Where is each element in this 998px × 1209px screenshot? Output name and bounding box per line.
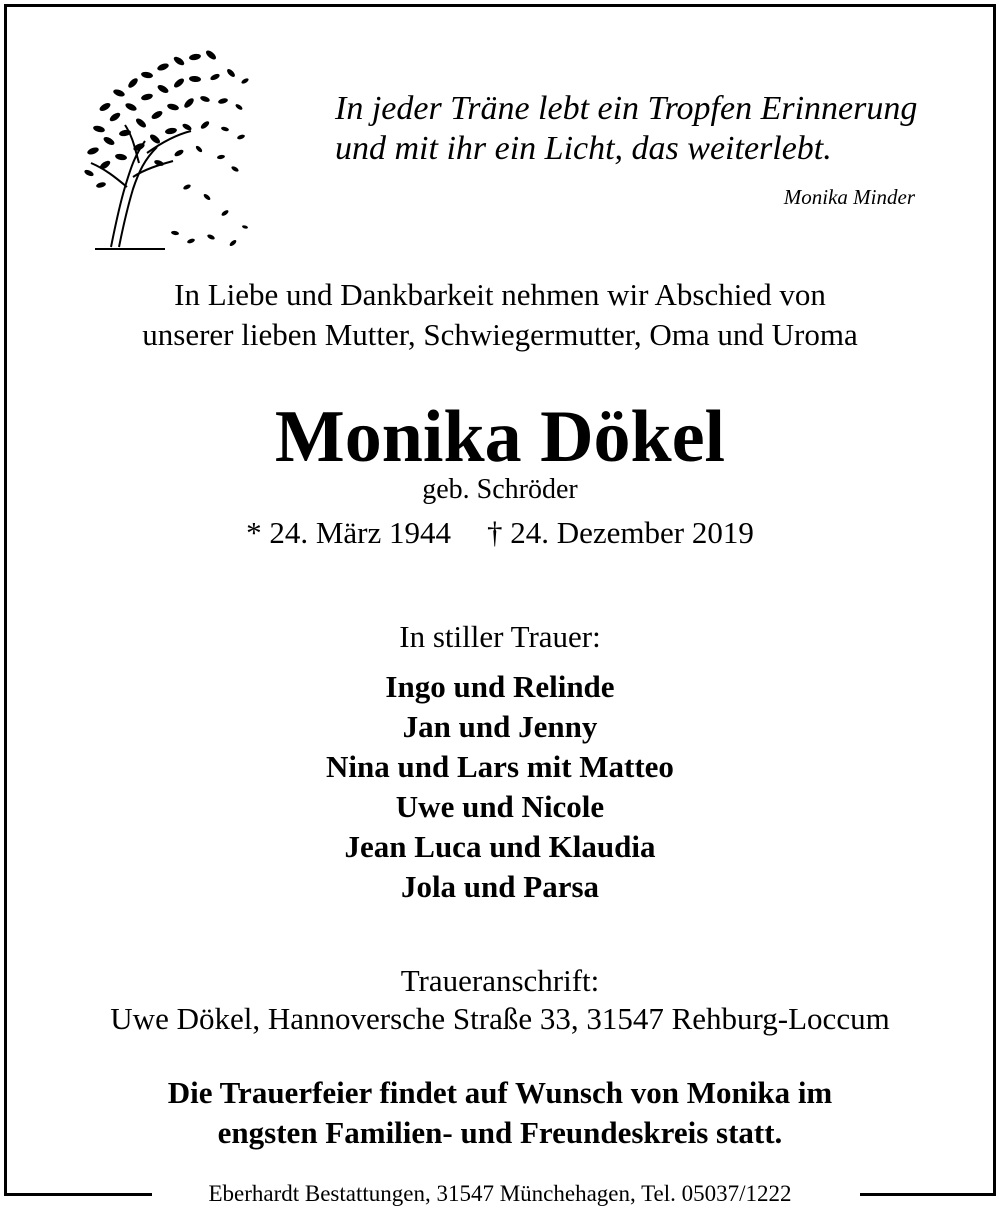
funeral-home-info: Eberhardt Bestattungen, 31547 Münchehagen, Tel. 05037/1222 [208, 1181, 792, 1206]
birth-date: * 24. März 1944 [246, 515, 452, 550]
ceremony-notice [7, 1073, 993, 1153]
ceremony-line-2: engsten Familien- und Freundeskreis statt. [217, 1115, 783, 1150]
quote-line-2: und mit ihr ein Licht, das weiterlebt. [335, 130, 832, 167]
mourner-entry: Ingo und Relinde [385, 669, 615, 704]
maiden-name: geb. Schröder [422, 474, 578, 505]
death-date: † 24. Dezember 2019 [487, 515, 754, 550]
mourner-entry: Jean Luca und Klaudia [344, 829, 656, 864]
quote-line-1: In jeder Träne lebt ein Tropfen Erinnerung [335, 90, 918, 127]
ceremony-line-1: Die Trauerfeier findet auf Wunsch von Monika im [167, 1075, 833, 1110]
life-dates [7, 513, 993, 553]
intro-text [7, 275, 993, 355]
windblown-tree-icon [75, 37, 255, 253]
quote-author: Monika Minder [783, 185, 915, 209]
mourners-list [7, 667, 993, 907]
intro-line-2: unserer lieben Mutter, Schwiegermutter, Oma und Uroma [142, 317, 858, 352]
deceased-name: Monika Dökel [274, 396, 726, 478]
mourner-entry: Nina und Lars mit Matteo [326, 749, 674, 784]
mourners-heading: In stiller Trauer: [399, 619, 601, 654]
obituary-notice [4, 4, 996, 1206]
mourner-entry: Uwe und Nicole [395, 789, 605, 824]
mourning-address: Uwe Dökel, Hannoversche Straße 33, 31547 Rehburg-Loccum [110, 1001, 890, 1036]
memorial-quote [335, 89, 917, 169]
footer [4, 1179, 996, 1209]
mourner-entry: Jola und Parsa [400, 869, 600, 904]
footer-divider-right [860, 1193, 996, 1196]
mourner-entry: Jan und Jenny [402, 709, 598, 744]
address-heading: Traueranschrift: [400, 963, 600, 998]
intro-line-1: In Liebe und Dankbarkeit nehmen wir Abschied von [174, 277, 826, 312]
